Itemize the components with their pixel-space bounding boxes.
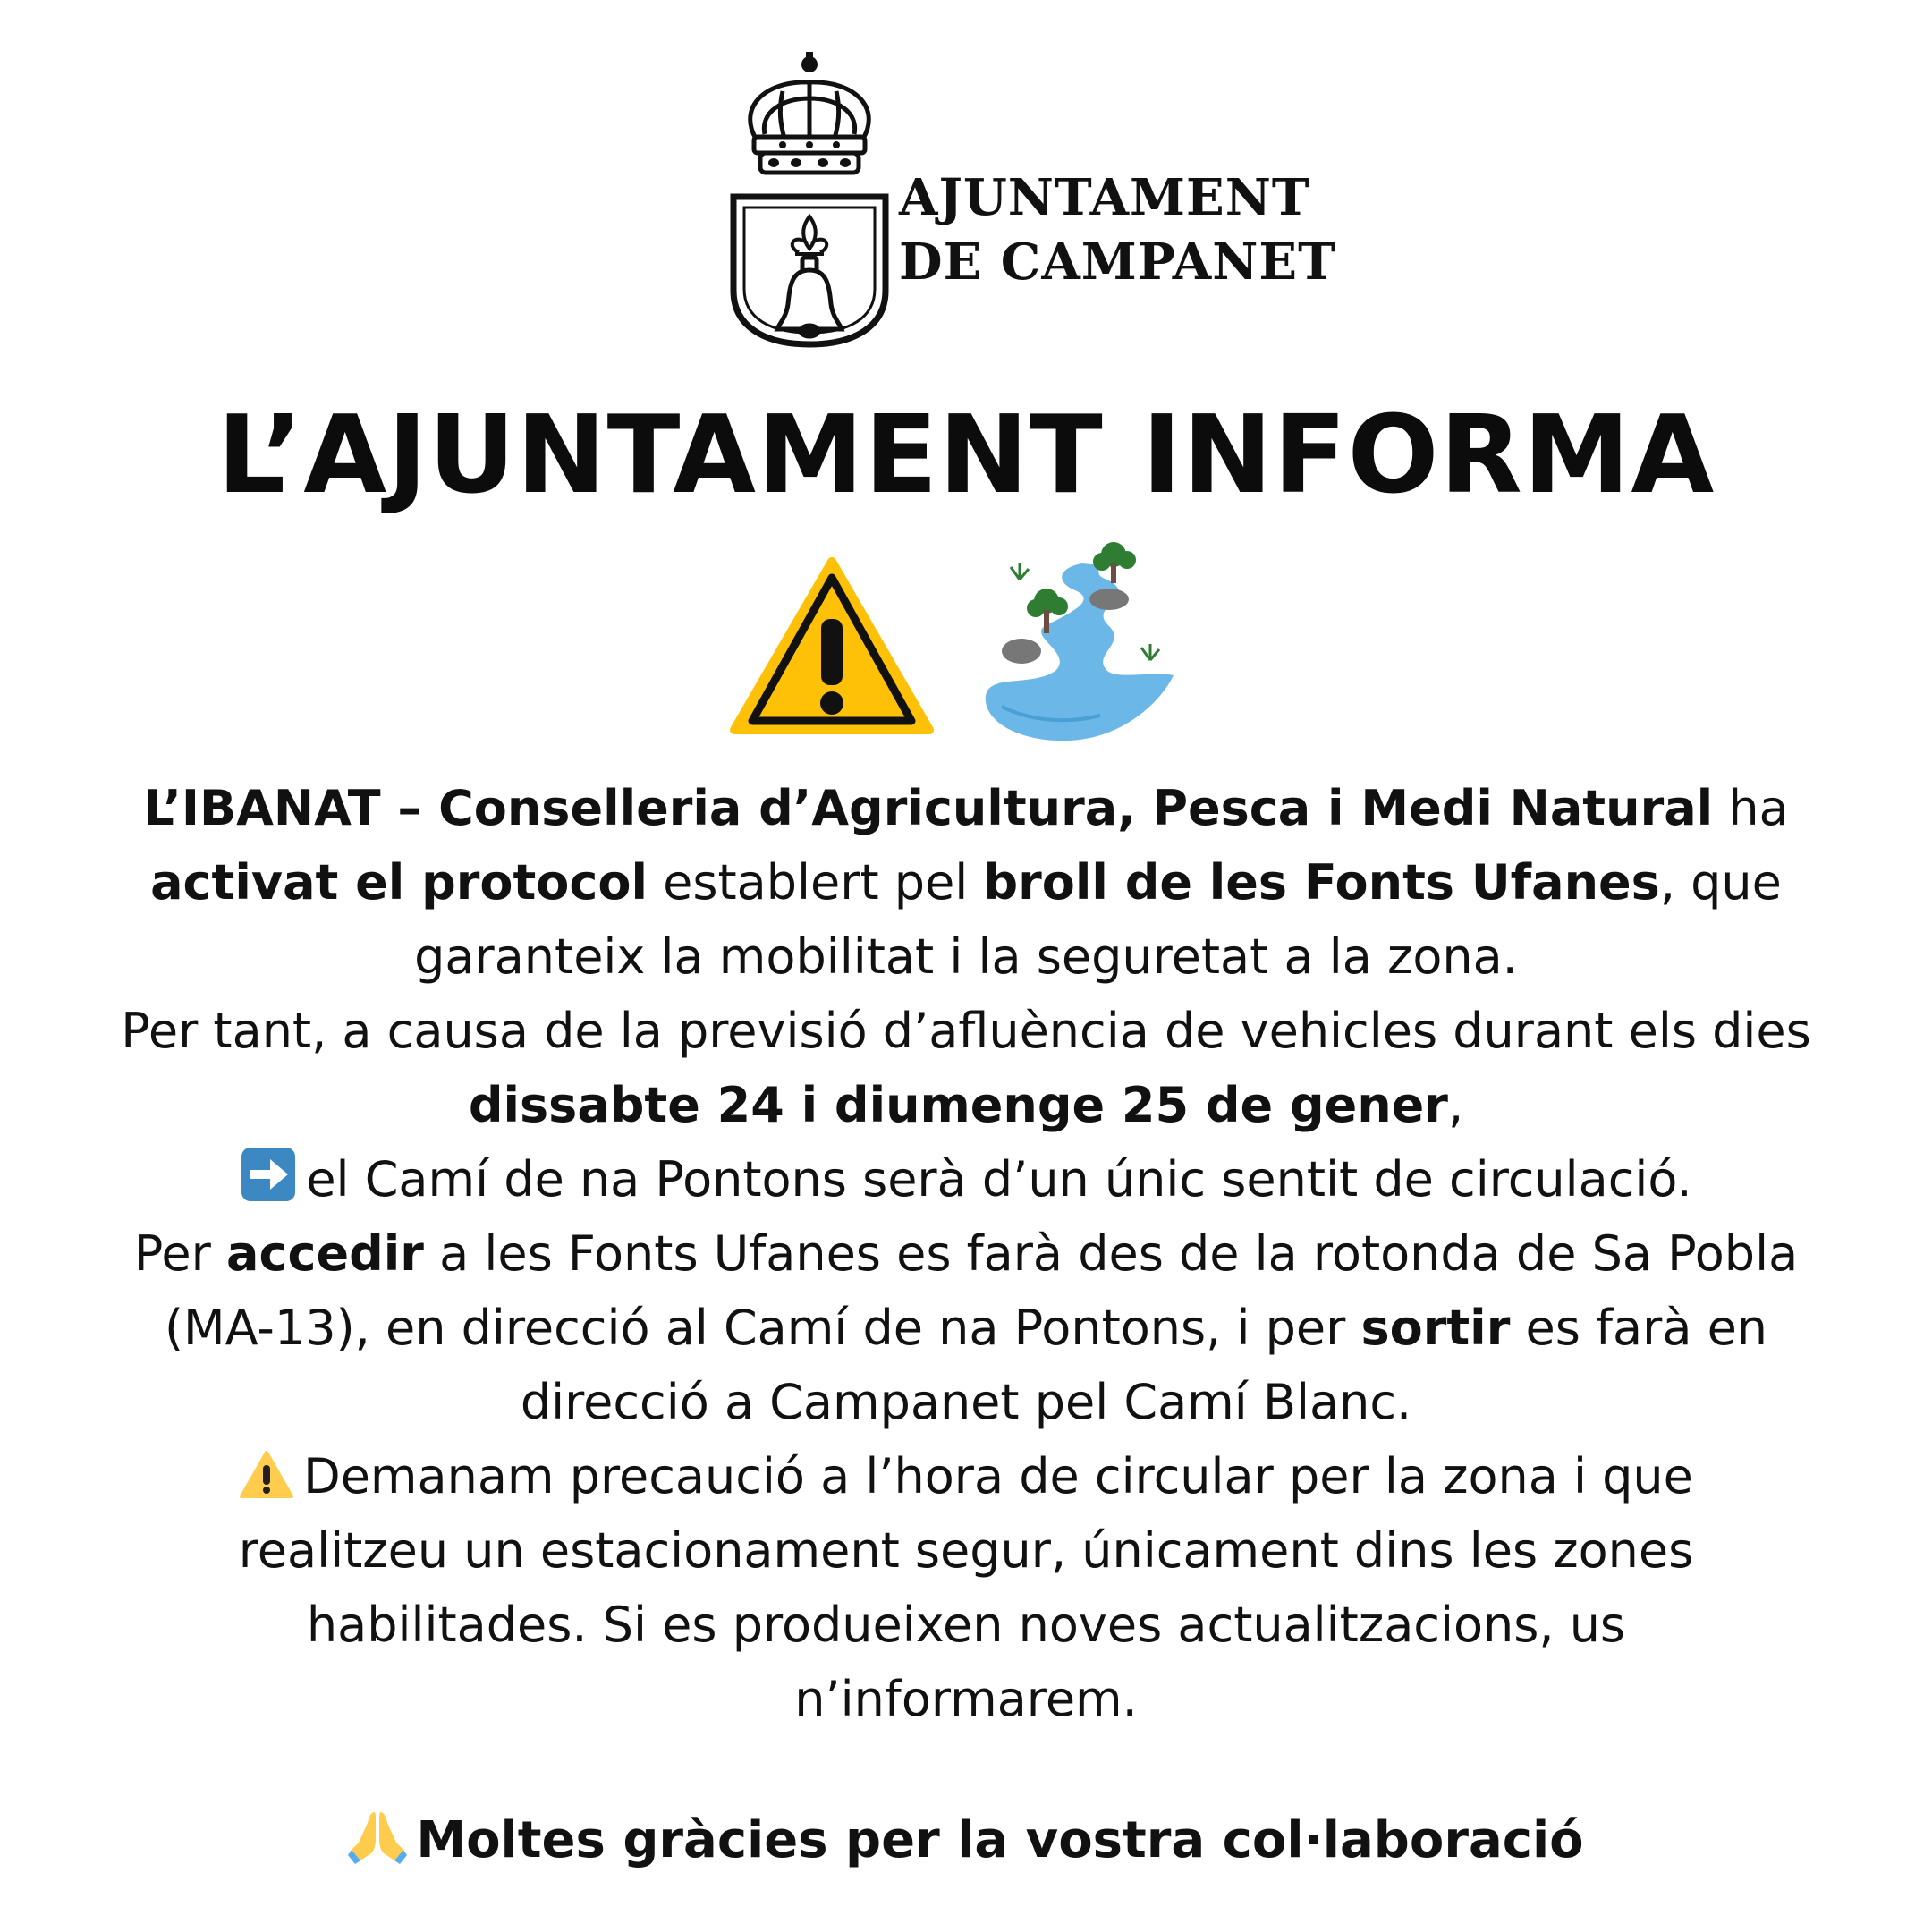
warning-triangle-icon [729, 555, 935, 742]
body-line: direcció a Campanet pel Camí Blanc. [520, 1374, 1412, 1430]
body-line: L’IBANAT – Conselleria d’Agricultura, Pesca i Medi Natural ha [143, 780, 1789, 836]
body-line: Per accedir a les Fonts Ufanes es farà des de la rotonda de Sa Pobla [133, 1225, 1799, 1282]
arrow-right-icon [240, 1146, 297, 1203]
body-line: habilitades. Si es produeixen noves actualitzacions, us [306, 1597, 1626, 1653]
body-line: realitzeu un estacionament segur, únicament dins les zones [238, 1522, 1694, 1579]
body-line: el Camí de na Pontons serà d’un únic sentit de circulació. [89, 1142, 1843, 1216]
coat-of-arms-icon [729, 45, 890, 349]
body-line: (MA-13), en direcció al Camí de na Pontons, i per sortir es farà en [164, 1300, 1768, 1356]
page-title: L’AJUNTAMENT INFORMA [216, 394, 1716, 518]
body-line: activat el protocol establert pel broll de les Fonts Ufanes, que [150, 854, 1782, 911]
header-icons [0, 537, 1932, 751]
institution-name: L’IBANAT – Conselleria d’Agricultura, Pesca i Medi Natural [143, 780, 1714, 836]
body-line: n’informarem. [794, 1671, 1138, 1727]
body-line: Demanam precaució a l’hora de circular per la zona i que [89, 1439, 1843, 1513]
praying-hands-icon [348, 1807, 407, 1864]
municipal-logo [729, 45, 1336, 349]
body-line: Per tant, a causa de la previsió d’afluència de vehicles durant els dies [121, 1003, 1811, 1059]
announcement-body [89, 771, 1843, 1736]
body-line: dissabte 24 i diumenge 25 de gener, [468, 1077, 1464, 1133]
org-name-line-2: DE CAMPANET [899, 233, 1336, 292]
body-line: garanteix la mobilitat i la seguretat a la zona. [414, 928, 1518, 985]
thanks-message: Moltes gràcies per la vostra col·laboració [0, 1807, 1932, 1869]
event-dates: dissabte 24 i diumenge 25 de gener [468, 1077, 1448, 1133]
warning-small-icon [239, 1450, 294, 1500]
org-name-line-1: AJUNTAMENT [899, 168, 1310, 227]
river-landscape-icon [975, 537, 1181, 751]
